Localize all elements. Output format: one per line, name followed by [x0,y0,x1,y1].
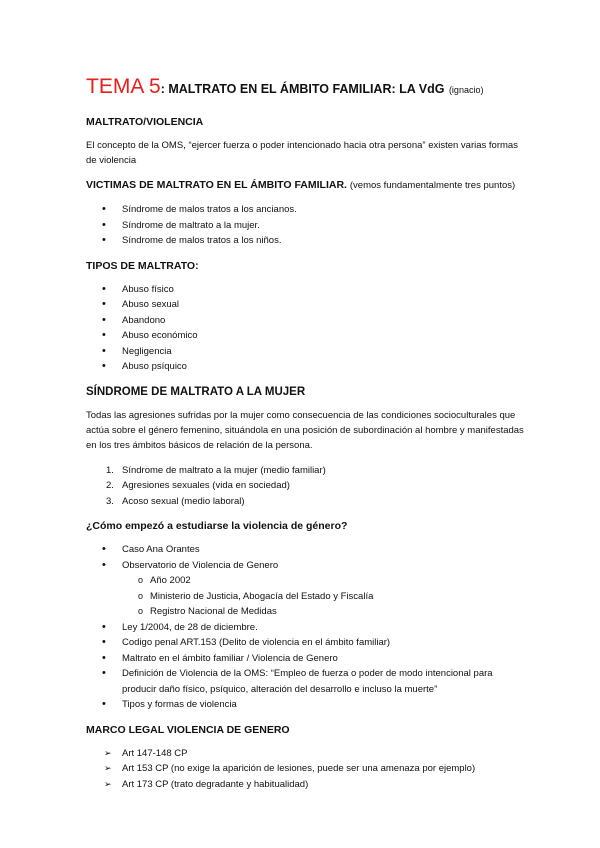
arrow-bullet-icon: ➢ [104,778,112,789]
list-item-text: Año 2002 [150,575,191,586]
title-note: (ignacio) [448,85,484,95]
list-item-text: Abuso psíquico [122,361,187,372]
bullet-icon [102,313,118,329]
list-item-text: Ministerio de Justicia, Abogacía del Estado y Fiscalía [150,590,374,602]
bullet-icon [102,558,118,574]
bullet-icon [102,282,118,298]
circle-bullet-icon: o [138,590,144,601]
bullet-icon [102,651,118,667]
list-item-text: Maltrato en el ámbito familiar / Violencia de Genero [122,652,338,664]
heading-marco-legal: MARCO LEGAL VIOLENCIA DE GENERO [86,723,290,736]
bullet-icon [102,297,118,313]
bullet-icon [102,202,118,218]
list-item-text: Negligencia [122,345,172,357]
list-item-text: Síndrome de malos tratos a los niños. [122,235,282,246]
heading-maltrato-violencia: MALTRATO/VIOLENCIA [86,116,204,128]
list-item [86,313,526,329]
list-item-text: Síndrome de malos tratos a los ancianos. [122,204,297,215]
list-item-text: Tipos y formas de violencia [122,699,237,710]
circle-bullet-icon: o [138,606,144,616]
heading-victimas [86,178,526,193]
bullet-icon [102,233,118,249]
heading-tipos: TIPOS DE MALTRATO: [86,259,199,272]
list-item [86,344,526,360]
list-item [86,202,526,218]
heading-victimas-note: (vemos fundamentalmente tres puntos) [349,180,516,191]
list-item [86,218,526,234]
list-item-text: Art 153 CP (no exige la aparición de lesiones, puede ser una amenaza por ejemplo) [122,763,476,774]
list-estudio-rest [86,620,526,713]
list-item-text: Abuso sexual [122,299,180,310]
list-item [86,746,526,762]
list-number: 1. [106,464,114,476]
list-item-text: Codigo penal ART.153 (Delito de violencia en el ámbito familiar) [122,637,391,648]
list-item [86,635,526,651]
list-item-text: Agresiones sexuales (vida en sociedad) [122,480,290,491]
sublist-observatorio [86,573,526,620]
list-item [86,558,526,574]
list-item [86,328,526,344]
list-item-text: Abuso físico [122,283,174,295]
list-item-text: Síndrome de maltrato a la mujer. [122,219,260,231]
bullet-icon [102,697,118,713]
page-title [86,76,526,101]
title-tema: TEMA 5 [86,75,161,98]
paragraph-oms: El concepto de la OMS, “ejercer fuerza o poder intencionado hacia otra persona” existen varias formas de violencia [86,140,518,166]
list-item-text: Observatorio de Violencia de Genero [122,559,279,571]
bullet-icon [102,620,118,636]
list-sindrome [86,463,526,510]
list-estudio [86,542,526,573]
heading-victimas-text: VICTIMAS DE MALTRATO EN EL ÁMBITO FAMILIAR. [86,179,347,191]
list-item [86,573,526,589]
list-item-text: Definición de Violencia de la OMS: “Empleo de fuerza o poder de modo intencional para producir daño físico, psíquico, alteración del desarrollo e incluso la muerte” [122,668,493,695]
list-number: 2. [106,480,114,491]
heading-estudio: ¿Cómo empezó a estudiarse la violencia de género? [86,520,348,532]
list-item [86,651,526,667]
arrow-bullet-icon: ➢ [104,747,112,758]
list-item-text: Registro Nacional de Medidas [150,606,277,617]
bullet-icon [102,666,118,682]
list-item-text: Abandono [122,314,166,326]
paragraph-sindrome: Todas las agresiones sufridas por la mujer como consecuencia de las condiciones socioculturales que actúa sobre el género femenino, situándola en una posición de subordinación al hombre y manifestadas en los tres ámbitos básicos de relación de la persona. [86,409,524,451]
list-item [86,297,526,313]
list-item-text: Art 147-148 CP [122,747,188,759]
list-item [86,620,526,636]
circle-bullet-icon: o [138,575,144,585]
document-content [86,76,526,802]
bullet-icon [102,542,118,558]
list-item [86,233,526,249]
list-tipos [86,282,526,375]
list-number: 3. [106,495,114,507]
list-item [86,494,526,510]
list-marco-legal [86,746,526,793]
list-item [86,777,526,793]
list-item [86,282,526,298]
list-item [86,697,526,713]
bullet-icon [102,359,118,375]
list-item [86,761,526,777]
list-victimas [86,202,526,249]
title-text: : MALTRATO EN EL ÁMBITO FAMILIAR: LA VdG [160,82,445,96]
list-item-text: Caso Ana Orantes [122,544,200,555]
list-item [86,542,526,558]
list-item-text: Abuso económico [122,330,198,341]
heading-sindrome: SÍNDROME DE MALTRATO A LA MUJER [86,385,306,398]
arrow-bullet-icon: ➢ [104,763,112,773]
list-item [86,478,526,494]
list-item [86,463,526,479]
list-item [86,604,526,620]
list-item [86,359,526,375]
list-item-text: Art 173 CP (trato degradante y habitualidad) [122,778,309,790]
list-item-text: Acoso sexual (medio laboral) [122,495,245,507]
list-item [86,666,526,697]
bullet-icon [102,344,118,360]
list-item-text: Ley 1/2004, de 28 de diciembre. [122,621,258,633]
list-item [86,589,526,605]
bullet-icon [102,218,118,234]
list-item-text: Síndrome de maltrato a la mujer (medio familiar) [122,464,326,476]
bullet-icon [102,635,118,651]
bullet-icon [102,328,118,344]
